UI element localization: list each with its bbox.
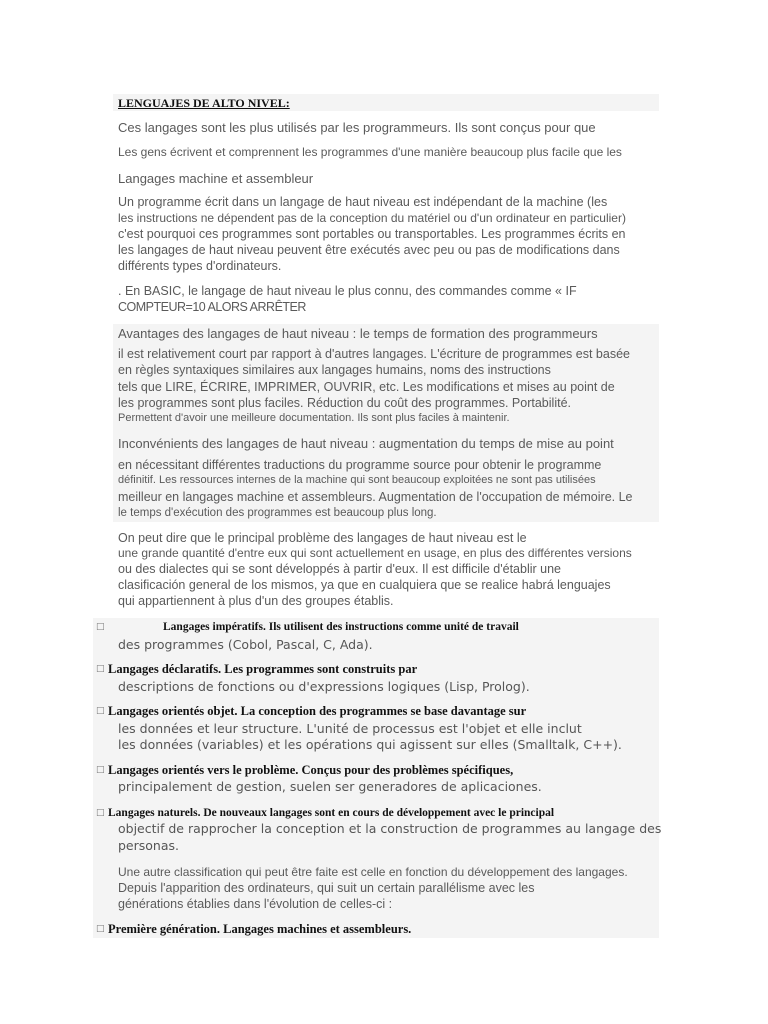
bullet-3-heading: Langages orientés objet. La conception des programmes se base davantage sur [108, 704, 527, 718]
bullet-box-icon: □ [96, 924, 105, 934]
bullet-3-body-2: les données (variables) et les opérations qui agissent sur elles (Smalltalk, C++). [118, 737, 622, 752]
intro-line-2: Les gens écrivent et comprennent les programmes d'une manière beaucoup plus facile que les [118, 145, 622, 159]
bullet-5-body-1: objectif de rapprocher la conception et la construction de programmes au langage des [118, 821, 662, 836]
disadvantages-line-5: le temps d'exécution des programmes est beaucoup plus long. [118, 507, 437, 519]
bullet-1-heading: Langages impératifs. Ils utilisent des instructions comme unité de travail [163, 621, 519, 633]
para3-line-4: clasificación general de los mismos, ya que en cualquiera que se realice habrá lenguajes [118, 578, 611, 592]
bullet-box-icon: □ [96, 622, 105, 632]
page-title: LENGUAJES DE ALTO NIVEL: [118, 96, 290, 110]
para4-line-3: générations établies dans l'évolution de celles-ci : [118, 897, 393, 911]
para3-line-2: une grande quantité d'entre eux qui sont actuellement en usage, en plus des différentes versions [118, 546, 632, 560]
bullet-box-icon: □ [96, 706, 105, 716]
last-bullet-heading: Première génération. Langages machines et assembleurs. [108, 922, 412, 936]
bullet-4-heading: Langages orientés vers le problème. Conçus pour des problèmes spécifiques, [108, 763, 514, 777]
para1-line-5: différents types d'ordinateurs. [118, 259, 282, 273]
bullet-box-icon: □ [96, 765, 105, 775]
bullet-2-heading: Langages déclaratifs. Les programmes sont construits par [108, 662, 418, 676]
disadvantages-line-3: définitif. Les ressources internes de la machine qui sont beaucoup exploitées ne sont pas utilisées [118, 474, 596, 486]
para1-line-3: c'est pourquoi ces programmes sont portables ou transportables. Les programmes écrits en [118, 227, 626, 241]
para2-line-1: . En BASIC, le langage de haut niveau le plus connu, des commandes comme « IF [118, 284, 577, 298]
advantages-line-1: Avantages des langages de haut niveau : le temps de formation des programmeurs [118, 326, 598, 341]
bullet-5-heading: Langages naturels. De nouveaux langages sont en cours de développement avec le principal [108, 807, 555, 819]
para3-line-5: qui appartiennent à plus d'un des groupes établis. [118, 594, 394, 608]
disadvantages-line-2: en nécessitant différentes traductions du programme source pour obtenir le programme [118, 458, 602, 472]
bullet-1-body: des programmes (Cobol, Pascal, C, Ada). [118, 637, 373, 652]
para1-line-1: Un programme écrit dans un langage de haut niveau est indépendant de la machine (les [118, 195, 608, 209]
advantages-line-2: il est relativement court par rapport à d'autres langages. L'écriture de programmes est basée [118, 347, 630, 361]
intro-line-1: Ces langages sont les plus utilisés par les programmeurs. Ils sont conçus pour que [118, 120, 596, 135]
para4-line-1: Une autre classification qui peut être faite est celle en fonction du développement des langages. [118, 865, 628, 879]
disadvantages-line-1: Inconvénients des langages de haut niveau : augmentation du temps de mise au point [118, 436, 614, 451]
para1-line-4: les langages de haut niveau peuvent être exécutés avec peu ou pas de modifications dans [118, 243, 620, 257]
advantages-line-4: tels que LIRE, ÉCRIRE, IMPRIMER, OUVRIR, etc. Les modifications et mises au point de [118, 380, 615, 394]
advantages-line-6: Permettent d'avoir une meilleure documentation. Ils sont plus faciles à maintenir. [118, 412, 510, 424]
para1-line-2: les instructions ne dépendent pas de la conception du matériel ou d'un ordinateur en particulier) [118, 211, 626, 225]
bullet-2-body: descriptions de fonctions ou d'expressions logiques (Lisp, Prolog). [118, 679, 530, 694]
para3-line-3: ou des dialectes qui se sont développés à partir d'eux. Il est difficile d'établir une [118, 562, 562, 576]
bullet-4-body: principalement de gestion, suelen ser generadores de aplicaciones. [118, 779, 542, 794]
disadvantages-line-4: meilleur en langages machine et assembleurs. Augmentation de l'occupation de mémoire. Le [118, 490, 633, 504]
bullet-5-body-2: personas. [118, 838, 179, 853]
bullet-box-icon: □ [96, 808, 105, 818]
para4-line-2: Depuis l'apparition des ordinateurs, qui suit un certain parallélisme avec les [118, 881, 535, 895]
para2-line-2: COMPTEUR=10 ALORS ARRÊTER [118, 300, 306, 314]
advantages-line-3: en règles syntaxiques similaires aux langages humains, noms des instructions [118, 363, 551, 377]
intro-line-3: Langages machine et assembleur [118, 171, 314, 186]
para3-line-1: On peut dire que le principal problème des langages de haut niveau est le [118, 531, 527, 545]
advantages-line-5: les programmes sont plus faciles. Réduction du coût des programmes. Portabilité. [118, 396, 571, 410]
bullet-box-icon: □ [96, 664, 105, 674]
bullet-3-body-1: les données et leur structure. L'unité de processus est l'objet et elle inclut [118, 721, 582, 736]
